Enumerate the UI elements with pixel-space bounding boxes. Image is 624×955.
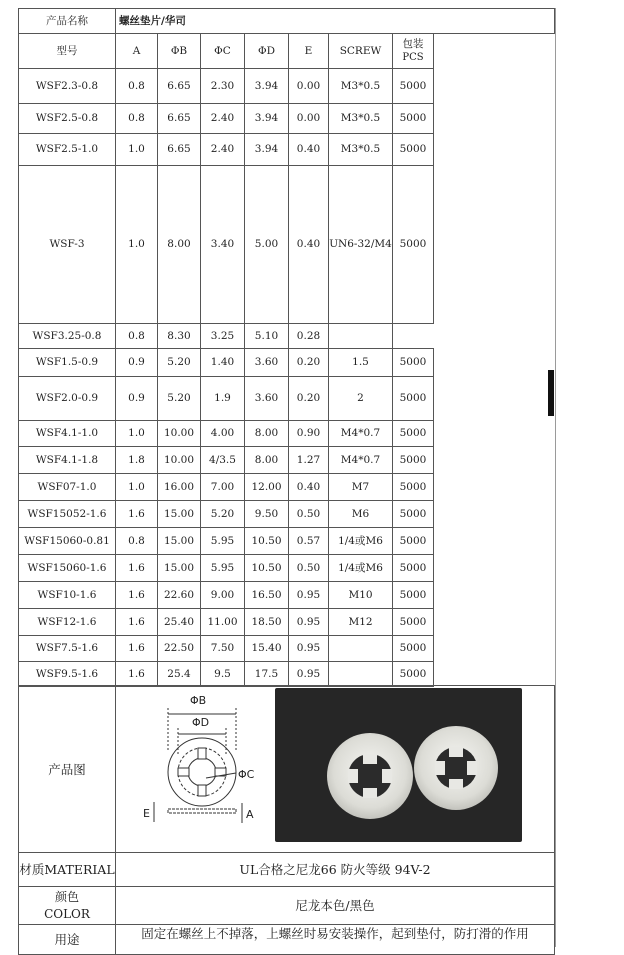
cell-d: 5.00 [245,166,289,324]
table-row [19,69,555,104]
cell-c: 5.20 [201,501,245,528]
cell-model: WSF4.1-1.8 [19,447,116,474]
cell-pcs: 5000 [393,349,434,377]
cell-b: 25.4 [158,662,201,687]
cell-b: 5.20 [158,377,201,421]
cell-d: 16.50 [245,582,289,609]
col-header-screw: SCREW [329,34,393,69]
cell-c: 7.50 [201,636,245,662]
dim-a-text: A [246,808,254,821]
cell-b: 8.00 [158,166,201,324]
cell-e: 0.95 [289,636,329,662]
cell-pcs: 5000 [393,609,434,636]
dim-d-text: ΦD [192,716,210,729]
cell-d: 3.94 [245,69,289,104]
usage-value: 固定在螺丝上不掉落，上螺丝时易安装操作，起到垫付，防打滑的作用 [116,925,555,955]
color-row [19,887,555,925]
table-row [19,501,555,528]
col-header-pcs [393,34,434,69]
cell-e: 1.27 [289,447,329,474]
col-header-d: ΦD [245,34,289,69]
cell-model: WSF15060-0.81 [19,528,116,555]
cell-c: 1.9 [201,377,245,421]
cell-screw: M7 [329,474,393,501]
cell-b: 15.00 [158,501,201,528]
table-row [19,609,555,636]
dim-b-text: ΦB [190,694,207,707]
cell-c: 2.30 [201,69,245,104]
cell-a: 1.0 [116,421,158,447]
table-row [19,104,555,134]
usage-label: 用途 [19,925,116,955]
table-row [19,166,555,324]
cell-d: 9.50 [245,501,289,528]
cell-screw: 1.5 [329,349,393,377]
title-row [19,9,555,34]
cell-pcs: 5000 [393,662,434,687]
cell-d: 3.94 [245,104,289,134]
table-row [19,662,555,687]
washer-left [327,733,413,819]
cell-pcs: 5000 [393,555,434,582]
table-row [19,377,555,421]
cell-screw [329,636,393,662]
cell-a: 1.6 [116,555,158,582]
table-row [19,582,555,609]
cell-b: 15.00 [158,555,201,582]
cell-a: 1.6 [116,662,158,687]
cell-c: 7.00 [201,474,245,501]
cell-a: 1.6 [116,636,158,662]
cell-d: 12.00 [245,474,289,501]
cell-e: 0.00 [289,104,329,134]
color-label-en: COLOR [44,906,90,921]
cell-b: 5.20 [158,349,201,377]
col-header-model: 型号 [19,34,116,69]
dim-e-text: E [143,807,150,820]
table-row [19,324,555,349]
col-header-pcs-line1: 包装 [402,38,424,50]
cell-d: 8.00 [245,447,289,474]
cell-a: 0.8 [116,324,158,349]
cell-pcs: 5000 [393,474,434,501]
product-photo [275,688,522,842]
table-row [19,636,555,662]
cell-screw: UN6-32/M4 [329,166,393,324]
cell-b: 16.00 [158,474,201,501]
cell-b: 6.65 [158,134,201,166]
cell-a: 1.6 [116,609,158,636]
material-label: 材质MATERIAL [19,853,116,887]
washer-drawing [132,690,270,830]
cell-d: 8.00 [245,421,289,447]
cell-c: 2.40 [201,134,245,166]
cell-b: 6.65 [158,69,201,104]
cell-e: 0.90 [289,421,329,447]
col-header-pcs-line2: PCS [402,52,424,63]
cell-e: 0.20 [289,377,329,421]
cell-a: 1.0 [116,134,158,166]
cell-c: 3.25 [201,324,245,349]
table-body [19,69,555,687]
cell-pcs: 5000 [393,69,434,104]
cell-c: 1.40 [201,349,245,377]
cell-e: 0.40 [289,134,329,166]
cell-a: 0.8 [116,69,158,104]
color-label [19,887,116,925]
cell-screw: 2 [329,377,393,421]
cell-pcs: 5000 [393,582,434,609]
col-header-a: A [116,34,158,69]
cell-a: 0.8 [116,104,158,134]
cell-e: 0.00 [289,69,329,104]
material-row [19,853,555,887]
product-name-label: 产品名称 [19,9,116,34]
cell-model: WSF7.5-1.6 [19,636,116,662]
color-label-cn: 颜色 [54,889,79,904]
table-row [19,349,555,377]
cell-c: 11.00 [201,609,245,636]
cell-d: 17.5 [245,662,289,687]
column-header-row [19,34,555,69]
cell-b: 10.00 [158,447,201,474]
cell-e: 0.50 [289,501,329,528]
cell-model: WSF15052-1.6 [19,501,116,528]
cell-screw: M6 [329,501,393,528]
cell-screw [329,662,393,687]
cell-model: WSF12-1.6 [19,609,116,636]
cell-e: 0.28 [289,324,329,349]
table-row [19,555,555,582]
cell-e: 0.20 [289,349,329,377]
cell-e: 0.40 [289,166,329,324]
cell-d: 10.50 [245,555,289,582]
cell-model: WSF-3 [19,166,116,324]
cell-a: 1.8 [116,447,158,474]
cell-model: WSF2.3-0.8 [19,69,116,104]
dim-c-text: ΦC [238,768,255,781]
cell-screw: M4*0.7 [329,421,393,447]
cell-screw: 1/4或M6 [329,555,393,582]
cell-b: 8.30 [158,324,201,349]
washer-photo-svg [275,688,522,842]
table-row [19,528,555,555]
cell-e: 0.50 [289,555,329,582]
cell-a: 1.6 [116,582,158,609]
cell-e: 0.57 [289,528,329,555]
cell-screw: M3*0.5 [329,134,393,166]
cell-pcs [393,324,434,349]
cell-b: 22.60 [158,582,201,609]
cell-screw: M12 [329,609,393,636]
cell-b: 6.65 [158,104,201,134]
cell-d: 18.50 [245,609,289,636]
cell-c: 5.95 [201,555,245,582]
cell-b: 25.40 [158,609,201,636]
cell-model: WSF9.5-1.6 [19,662,116,687]
table-row [19,421,555,447]
cell-pcs: 5000 [393,134,434,166]
cell-c: 2.40 [201,104,245,134]
col-header-b: ΦB [158,34,201,69]
cell-d: 10.50 [245,528,289,555]
cell-model: WSF07-1.0 [19,474,116,501]
cell-d: 3.94 [245,134,289,166]
cell-pcs: 5000 [393,447,434,474]
col-header-e: E [289,34,329,69]
cell-b: 22.50 [158,636,201,662]
cell-d: 3.60 [245,349,289,377]
cell-pcs: 5000 [393,377,434,421]
cell-pcs: 5000 [393,501,434,528]
cell-d: 15.40 [245,636,289,662]
table-row [19,474,555,501]
washer-right [414,726,498,810]
cell-model: WSF15060-1.6 [19,555,116,582]
cell-model: WSF1.5-0.9 [19,349,116,377]
material-value: UL合格之尼龙66 防火等级 94V-2 [116,853,555,887]
spec-table [18,8,555,687]
product-name-value: 螺丝垫片/华司 [116,9,555,34]
cell-c: 4/3.5 [201,447,245,474]
cell-e: 0.95 [289,609,329,636]
table-row [19,134,555,166]
edge-marker [548,370,554,416]
cell-c: 5.95 [201,528,245,555]
cell-screw: M3*0.5 [329,69,393,104]
cell-b: 10.00 [158,421,201,447]
cell-pcs: 5000 [393,166,434,324]
cell-a: 0.9 [116,377,158,421]
cell-a: 1.0 [116,166,158,324]
cell-e: 0.95 [289,582,329,609]
col-header-c: ΦC [201,34,245,69]
cell-model: WSF2.5-1.0 [19,134,116,166]
cell-screw: M10 [329,582,393,609]
cell-screw: M3*0.5 [329,104,393,134]
cell-c: 9.5 [201,662,245,687]
table-row [19,447,555,474]
cell-model: WSF4.1-1.0 [19,421,116,447]
cell-a: 1.6 [116,501,158,528]
cell-e: 0.40 [289,474,329,501]
cell-d: 5.10 [245,324,289,349]
cell-model: WSF10-1.6 [19,582,116,609]
cell-pcs: 5000 [393,104,434,134]
cell-screw: M4*0.7 [329,447,393,474]
color-value: 尼龙本色/黑色 [116,887,555,925]
cell-c: 9.00 [201,582,245,609]
cell-c: 3.40 [201,166,245,324]
cell-pcs: 5000 [393,636,434,662]
cell-b: 15.00 [158,528,201,555]
usage-row [19,925,555,955]
cell-model: WSF2.0-0.9 [19,377,116,421]
cell-a: 1.0 [116,474,158,501]
product-image-label: 产品图 [19,686,116,853]
cell-screw: 1/4或M6 [329,528,393,555]
cell-d: 3.60 [245,377,289,421]
cell-screw [329,324,393,349]
cell-pcs: 5000 [393,528,434,555]
cell-a: 0.9 [116,349,158,377]
cell-model: WSF2.5-0.8 [19,104,116,134]
cell-pcs: 5000 [393,421,434,447]
cell-a: 0.8 [116,528,158,555]
cell-c: 4.00 [201,421,245,447]
cell-model: WSF3.25-0.8 [19,324,116,349]
cell-e: 0.95 [289,662,329,687]
